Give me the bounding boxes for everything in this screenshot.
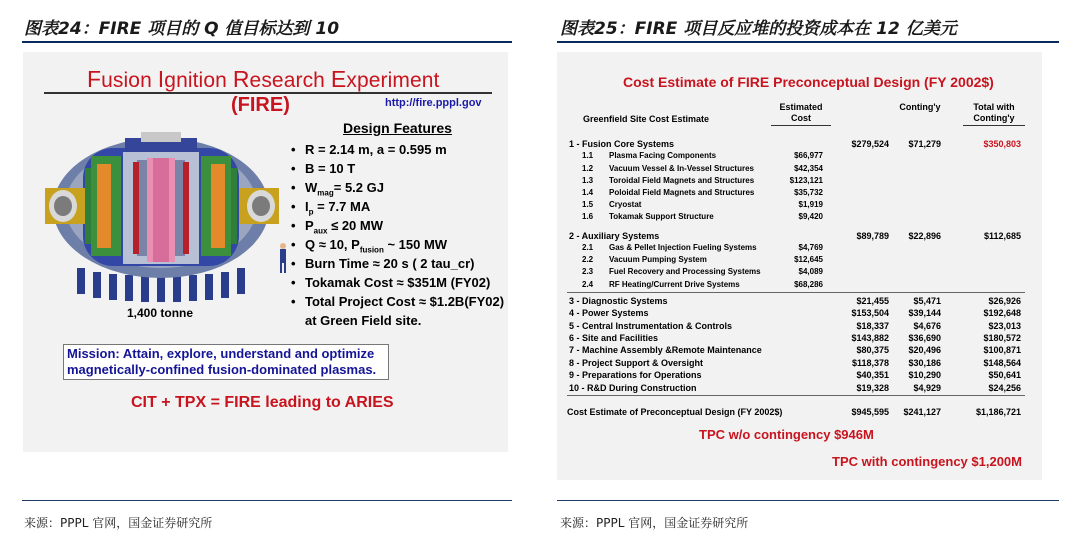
title-initial: R — [232, 66, 250, 92]
row-estimated-cost: $279,524 — [851, 139, 889, 149]
slide-subtitle: (FIRE) — [231, 94, 290, 116]
cost-subrow — [557, 211, 1042, 223]
cost-row — [557, 344, 1042, 356]
row-contingency: $4,676 — [913, 320, 941, 331]
subrow-cost: $9,420 — [798, 212, 823, 222]
row-contingency: $22,896 — [908, 230, 941, 241]
row-contingency: $20,496 — [908, 345, 941, 356]
row-label: 7 - Machine Assembly &Remote Maintenance — [569, 345, 762, 356]
row-estimated-cost: $89,789 — [856, 230, 889, 241]
row-total: $26,926 — [988, 295, 1021, 306]
subrow-label: Poloidal Field Magnets and Structures — [609, 188, 755, 197]
cost-subrow — [557, 266, 1042, 278]
subrow-cost: $35,732 — [794, 188, 823, 197]
row-estimated-cost: $80,375 — [856, 345, 889, 356]
subrow-cost: $12,645 — [794, 255, 823, 265]
left-figure-caption: 图表24：FIRE 项目的 Q 值目标达到 10 — [24, 19, 340, 39]
subrow-label: Toroidal Field Magnets and Structures — [609, 175, 755, 185]
row-contingency: $4,929 — [913, 382, 941, 393]
header-site-label: Greenfield Site Cost Estimate — [583, 114, 710, 124]
subrow-number: 1.6 — [582, 212, 594, 222]
left-caption-rule — [22, 41, 512, 43]
cost-subrow — [557, 150, 1042, 162]
subrow-number: 1.4 — [582, 188, 594, 197]
subrow-cost: $1,919 — [798, 200, 823, 210]
row-contingency: $10,290 — [908, 370, 941, 381]
subrow-number: 1.2 — [582, 163, 594, 173]
cost-subrow — [557, 163, 1042, 175]
row-estimated-cost: $18,337 — [856, 320, 889, 331]
header-contingency — [891, 102, 949, 113]
row-label: 5 - Central Instrumentation & Controls — [569, 320, 733, 331]
header-total-line1: Total with — [973, 102, 1015, 112]
design-feature-item: • Tokamak Cost ≈ $351M (FY02) — [291, 273, 504, 292]
row-total: $180,572 — [983, 333, 1021, 343]
title-word-rest: usion — [101, 69, 158, 92]
subrow-cost: $42,354 — [794, 163, 823, 173]
subrow-cost: $68,286 — [794, 279, 823, 289]
row-label: 10 - R&D During Construction — [569, 382, 697, 393]
cost-subrow — [557, 254, 1042, 266]
design-feature-item: • Burn Time ≈ 20 s ( 2 tau_cr) — [291, 254, 504, 273]
cost-row — [557, 369, 1042, 381]
subrow-cost: $4,089 — [798, 267, 823, 277]
row-label: 3 - Diagnostic Systems — [569, 295, 668, 306]
row-label: 1 - Fusion Core Systems — [569, 139, 675, 149]
row-total: $24,256 — [988, 382, 1021, 393]
slide-title — [87, 66, 439, 93]
mission-line: Mission: Attain, explore, understand and optimize — [67, 346, 375, 361]
row-label: 2 - Auxiliary Systems — [569, 230, 660, 241]
design-feature-item: • $I_p = 7.7$ MA — [291, 197, 504, 216]
subrow-cost: $4,769 — [798, 243, 823, 252]
header-site — [583, 114, 709, 125]
cost-subrow — [557, 279, 1042, 291]
row-estimated-cost: $153,504 — [851, 308, 889, 319]
subrow-number: 1.3 — [582, 175, 594, 185]
row-contingency: $241,127 — [903, 407, 941, 417]
cost-row — [557, 295, 1042, 307]
tpc-with-contingency: TPC with contingency $1,200M — [832, 454, 1022, 469]
row-total: $192,648 — [983, 308, 1021, 319]
right-figure-caption: 图表25：FIRE 项目反应堆的投资成本在 12 亿美元 — [560, 19, 957, 39]
row-contingency: $30,186 — [908, 357, 941, 368]
design-feature-item: at Green Field site. — [305, 313, 422, 328]
row-total: $1,186,721 — [975, 407, 1021, 417]
design-feature-item: • Total Project Cost ≈ $1.2B(FY02) — [291, 292, 504, 311]
header-total — [963, 102, 1025, 124]
row-estimated-cost: $21,455 — [856, 295, 889, 306]
subrow-label: RF Heating/Current Drive Systems — [609, 279, 740, 289]
cost-subrow — [557, 242, 1042, 254]
header-total-line2: Conting'y — [973, 113, 1015, 123]
row-contingency: $39,144 — [908, 308, 941, 319]
cost-row — [557, 307, 1042, 319]
title-initial: I — [157, 66, 165, 92]
subrow-number: 1.1 — [582, 151, 594, 161]
design-features-list — [291, 140, 504, 330]
cost-row — [557, 332, 1042, 344]
row-estimated-cost: $143,882 — [851, 333, 889, 343]
cost-subrow — [557, 175, 1042, 187]
row-contingency: $5,471 — [913, 295, 941, 306]
design-feature-item: • $W_{mag}= 5.2$ GJ — [291, 178, 504, 197]
left-bottom-rule — [22, 500, 512, 501]
header-estimated-line2: Cost — [791, 113, 811, 123]
row-total: $50,641 — [988, 370, 1021, 381]
design-feature-item: • R = 2.14 m, a = 0.595 m — [291, 140, 504, 159]
cost-row — [557, 320, 1042, 332]
header-estimated-line1: Estimated — [779, 102, 823, 112]
header-contingency-label: Conting'y — [899, 102, 941, 112]
subrow-number: 2.2 — [582, 255, 594, 265]
title-word-rest: esearch — [249, 69, 331, 92]
subrow-number: 1.5 — [582, 200, 594, 210]
row-label: 8 - Project Support & Oversight — [569, 357, 704, 368]
mission-box — [63, 344, 389, 380]
title-word-rest: gnition — [164, 69, 233, 92]
cost-row — [557, 357, 1042, 369]
cost-subrow — [557, 187, 1042, 199]
fire-url-link[interactable]: http://fire.pppl.gov — [385, 97, 482, 109]
tonnage-label: 1,400 tonne — [127, 306, 194, 320]
subrow-label: Vacuum Pumping System — [609, 255, 707, 265]
table-separator — [567, 395, 1025, 396]
subrow-number: 2.3 — [582, 267, 594, 277]
cost-row — [557, 230, 1042, 242]
right-bottom-rule — [557, 500, 1059, 501]
row-label: Cost Estimate of Preconceptual Design (FY 2002$) — [567, 407, 783, 417]
cost-slide-title: Cost Estimate of FIRE Preconceptual Design (FY 2002$) — [623, 74, 994, 90]
right-caption-rule — [557, 41, 1059, 43]
row-total: $148,564 — [983, 357, 1021, 368]
row-estimated-cost: $945,595 — [851, 407, 889, 417]
subrow-label: Vacuum Vessel & In-Vessel Structures — [609, 163, 754, 173]
row-total: $100,871 — [983, 345, 1021, 356]
subrow-label: Tokamak Support Structure — [609, 212, 714, 222]
row-total: $112,685 — [983, 230, 1021, 241]
cit-tpx-statement: CIT + TPX = FIRE leading to ARIES — [131, 394, 394, 411]
subrow-label: Gas & Pellet Injection Fueling Systems — [609, 243, 757, 252]
design-feature-item: • Q ≈ 10, $P_{fusion}$ ~ 150 MW — [291, 235, 504, 254]
cost-subrow — [557, 199, 1042, 211]
row-contingency: $36,690 — [908, 333, 941, 343]
fire-overview-slide — [23, 52, 508, 452]
row-estimated-cost: $40,351 — [856, 370, 889, 381]
design-feature-item: • B = 10 T — [291, 159, 504, 178]
tpc-without-contingency: TPC w/o contingency $946M — [699, 427, 874, 442]
row-label: 6 - Site and Facilities — [569, 333, 659, 343]
table-separator — [567, 292, 1025, 293]
cost-estimate-slide — [557, 52, 1042, 480]
row-label: 9 - Preparations for Operations — [569, 370, 702, 381]
subrow-number: 2.4 — [582, 279, 594, 289]
design-feature-item: • $P_{aux} \le 20$ MW — [291, 216, 504, 235]
right-source-note: 来源：PPPL 官网，国金证券研究所 — [560, 516, 749, 530]
left-source-note: 来源：PPPL 官网，国金证券研究所 — [24, 516, 213, 530]
subrow-label: Fuel Recovery and Processing Systems — [609, 267, 761, 277]
row-contingency: $71,279 — [908, 139, 941, 149]
cost-total-row — [557, 406, 1042, 418]
tokamak-cutaway-illustration — [41, 128, 291, 308]
cost-row — [557, 382, 1042, 394]
design-features-heading: Design Features — [343, 120, 452, 136]
row-estimated-cost: $19,328 — [856, 382, 889, 393]
title-word-rest: xperiment — [346, 69, 440, 92]
cost-row — [557, 138, 1042, 150]
row-estimated-cost: $118,378 — [851, 357, 889, 368]
subrow-cost: $123,121 — [789, 175, 823, 185]
row-total: $350,803 — [983, 139, 1021, 149]
subrow-label: Cryostat — [609, 200, 642, 210]
header-estimated — [771, 102, 831, 124]
subrow-number: 2.1 — [582, 243, 594, 252]
row-total: $23,013 — [988, 320, 1021, 331]
title-initial: E — [330, 66, 347, 92]
mission-line: magnetically-confined fusion-dominated plasmas. — [67, 362, 377, 377]
title-initial: F — [87, 66, 102, 92]
row-label: 4 - Power Systems — [569, 308, 649, 319]
subrow-cost: $66,977 — [794, 151, 823, 161]
subrow-label: Plasma Facing Components — [609, 151, 717, 161]
